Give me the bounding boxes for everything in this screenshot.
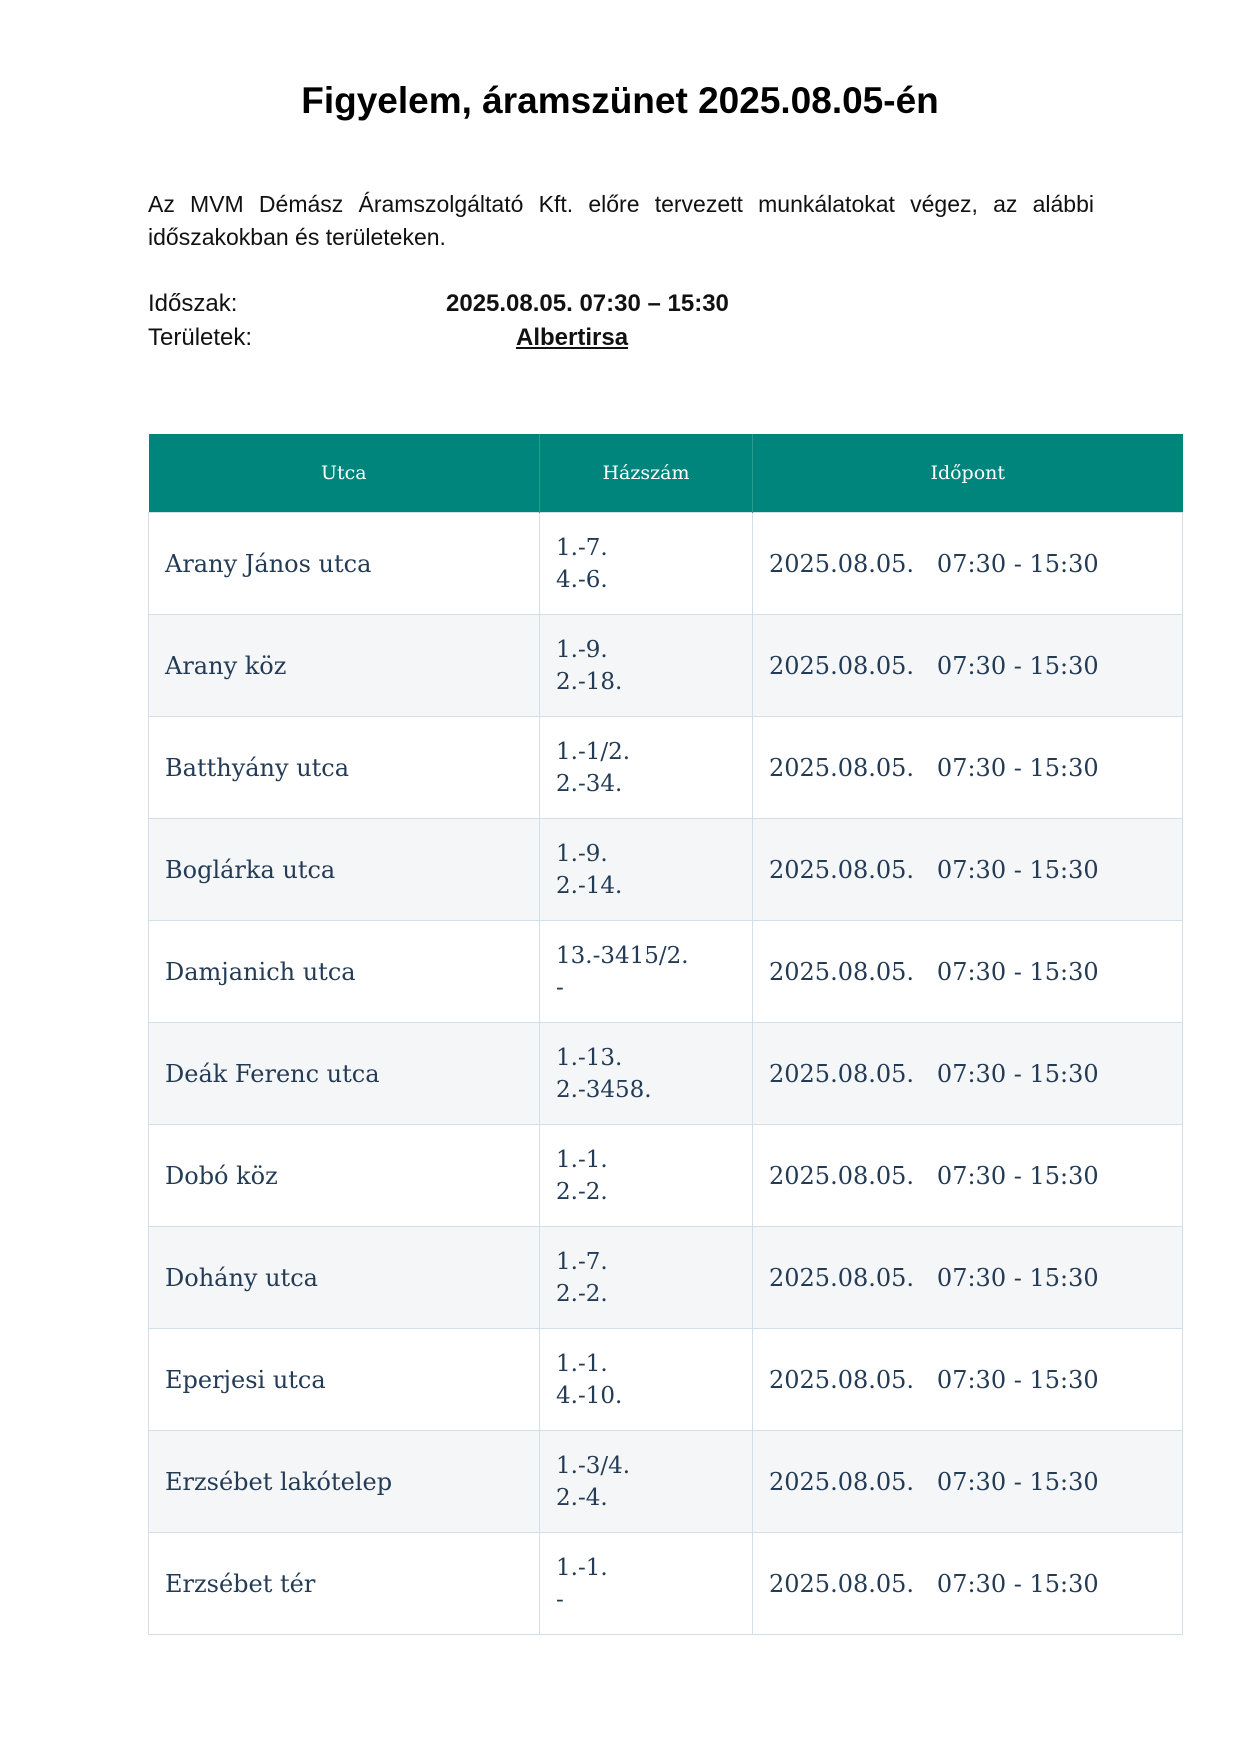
house-number-odd: 1.-1. <box>556 1146 608 1173</box>
table-row <box>149 615 1183 717</box>
house-number-even: 2.-18. <box>556 668 623 695</box>
street-cell: Eperjesi utca <box>149 1329 540 1431</box>
table-row <box>149 1431 1183 1533</box>
house-number-even: - <box>556 1586 564 1613</box>
time-cell: 2025.08.05. 07:30 - 15:30 <box>753 819 1183 921</box>
time-cell: 2025.08.05. 07:30 - 15:30 <box>753 1329 1183 1431</box>
house-number-cell <box>540 1125 753 1227</box>
house-number-odd: 1.-1. <box>556 1350 608 1377</box>
house-number-odd: 1.-7. <box>556 534 608 561</box>
house-number-odd: 13.-3415/2. <box>556 942 689 969</box>
street-cell: Erzsébet lakótelep <box>149 1431 540 1533</box>
house-number-odd: 1.-9. <box>556 840 608 867</box>
time-cell: 2025.08.05. 07:30 - 15:30 <box>753 1533 1183 1635</box>
house-number-cell <box>540 513 753 615</box>
table-row <box>149 1329 1183 1431</box>
street-cell: Damjanich utca <box>149 921 540 1023</box>
areas-label: Területek: <box>148 324 253 351</box>
table-row <box>149 819 1183 921</box>
time-cell: 2025.08.05. 07:30 - 15:30 <box>753 1023 1183 1125</box>
street-cell: Erzsébet tér <box>149 1533 540 1635</box>
period-label: Időszak: <box>148 290 238 317</box>
house-number-even: - <box>556 974 564 1001</box>
table-row <box>149 1533 1183 1635</box>
table-row <box>149 513 1183 615</box>
house-number-odd: 1.-7. <box>556 1248 608 1275</box>
street-cell: Dohány utca <box>149 1227 540 1329</box>
house-number-odd: 1.-13. <box>556 1044 623 1071</box>
house-number-even: 4.-10. <box>556 1382 623 1409</box>
time-cell: 2025.08.05. 07:30 - 15:30 <box>753 1227 1183 1329</box>
page-title: Figyelem, áramszünet 2025.08.05-én <box>301 80 939 121</box>
house-number-even: 2.-2. <box>556 1280 608 1307</box>
house-number-even: 2.-14. <box>556 872 623 899</box>
street-cell: Batthyány utca <box>149 717 540 819</box>
time-cell: 2025.08.05. 07:30 - 15:30 <box>753 1431 1183 1533</box>
house-number-cell <box>540 1329 753 1431</box>
table-row <box>149 921 1183 1023</box>
house-number-odd: 1.-9. <box>556 636 608 663</box>
time-cell: 2025.08.05. 07:30 - 15:30 <box>753 717 1183 819</box>
house-number-cell <box>540 1023 753 1125</box>
house-number-cell <box>540 921 753 1023</box>
house-number-cell <box>540 1227 753 1329</box>
time-cell: 2025.08.05. 07:30 - 15:30 <box>753 1125 1183 1227</box>
intro-paragraph: Az MVM Démász Áramszolgáltató Kft. előre tervezett munkálatokat végez, az alábbi időszakokban és területeken. <box>148 191 1094 250</box>
table-header-row <box>149 434 1183 513</box>
table-row <box>149 1125 1183 1227</box>
house-number-odd: 1.-1. <box>556 1554 608 1581</box>
house-number-even: 2.-3458. <box>556 1076 652 1103</box>
time-cell: 2025.08.05. 07:30 - 15:30 <box>753 921 1183 1023</box>
outage-table <box>148 434 1183 1635</box>
header-time: Időpont <box>753 434 1183 513</box>
street-cell: Arany köz <box>149 615 540 717</box>
street-cell: Deák Ferenc utca <box>149 1023 540 1125</box>
house-number-cell <box>540 615 753 717</box>
house-number-even: 2.-2. <box>556 1178 608 1205</box>
house-number-cell <box>540 1533 753 1635</box>
street-cell: Boglárka utca <box>149 819 540 921</box>
house-number-even: 2.-34. <box>556 770 623 797</box>
time-cell: 2025.08.05. 07:30 - 15:30 <box>753 615 1183 717</box>
table-row <box>149 717 1183 819</box>
street-cell: Arany János utca <box>149 513 540 615</box>
header-house-number: Házszám <box>540 434 753 513</box>
house-number-odd: 1.-3/4. <box>556 1452 631 1479</box>
time-cell: 2025.08.05. 07:30 - 15:30 <box>753 513 1183 615</box>
areas-value: Albertirsa <box>516 324 629 351</box>
house-number-even: 2.-4. <box>556 1484 608 1511</box>
house-number-cell <box>540 819 753 921</box>
street-cell: Dobó köz <box>149 1125 540 1227</box>
house-number-even: 4.-6. <box>556 566 608 593</box>
table-row <box>149 1023 1183 1125</box>
house-number-cell <box>540 717 753 819</box>
house-number-odd: 1.-1/2. <box>556 738 631 765</box>
table-row <box>149 1227 1183 1329</box>
header-street: Utca <box>149 434 540 513</box>
house-number-cell <box>540 1431 753 1533</box>
period-value: 2025.08.05. 07:30 – 15:30 <box>446 290 729 317</box>
